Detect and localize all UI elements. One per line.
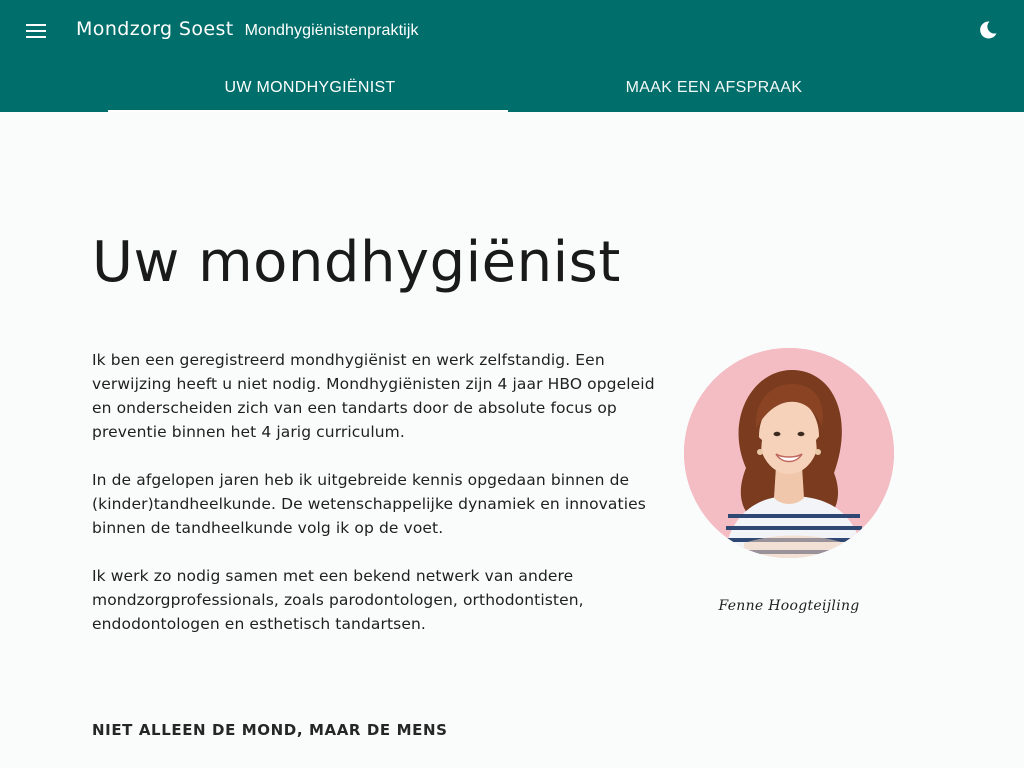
intro-paragraph: In de afgelopen jaren heb ik uitgebreide kennis opgedaan binnen de (kinder)tandheelkunde. De wetenschappelijke dynamiek en innovaties binnen de tandheelkunde volg ik op de voet. bbox=[92, 471, 646, 537]
tab-label: MAAK EEN AFSPRAAK bbox=[625, 79, 803, 96]
brand-name: Mondzorg Soest bbox=[76, 18, 234, 40]
portrait-photo bbox=[684, 348, 894, 558]
section-heading: NIET ALLEEN DE MOND, MAAR DE MENS bbox=[92, 721, 448, 739]
intro-paragraph: Ik werk zo nodig samen met een bekend netwerk van andere mondzorgprofessionals, zoals parodontologen, orthodontisten, endodontologen en esthetisch tandartsen. bbox=[92, 567, 584, 633]
hamburger-menu-icon bbox=[26, 23, 46, 42]
brand-subtitle: Mondhygiënistenpraktijk bbox=[244, 22, 419, 39]
intro-text bbox=[92, 348, 662, 660]
tab-maak-een-afspraak[interactable] bbox=[512, 64, 916, 112]
tab-label: UW MONDHYGIËNIST bbox=[224, 79, 396, 96]
brand[interactable] bbox=[76, 18, 419, 40]
app-bar bbox=[0, 0, 1024, 112]
moon-icon bbox=[978, 20, 998, 44]
portrait-caption: Fenne Hoogteijling bbox=[718, 598, 860, 614]
tab-bar bbox=[108, 64, 916, 112]
intro-paragraph: Ik ben een geregistreerd mondhygiënist en werk zelfstandig. Een verwijzing heeft u niet nodig. Mondhygiënisten zijn 4 jaar HBO opgeleid en onderscheiden zich van een tandarts door de absolute focus op preventie binnen het 4 jarig curriculum. bbox=[92, 351, 655, 441]
menu-button[interactable] bbox=[16, 12, 56, 52]
page-title: Uw mondhygiënist bbox=[92, 230, 621, 295]
tab-uw-mondhygienist[interactable] bbox=[108, 64, 512, 112]
top-toolbar bbox=[0, 0, 1024, 64]
theme-toggle-button[interactable] bbox=[968, 12, 1008, 52]
main-content bbox=[0, 112, 1024, 768]
